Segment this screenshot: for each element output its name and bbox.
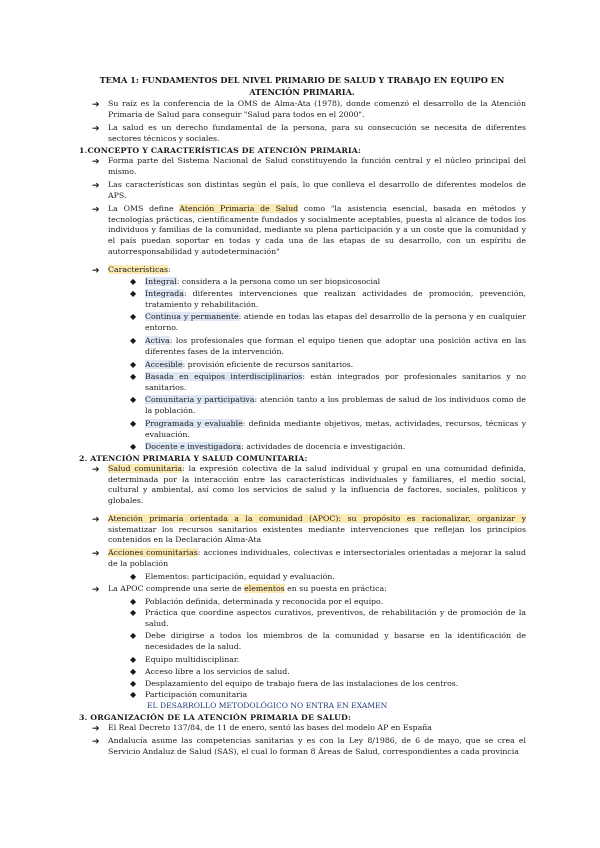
apoc-highlight: Atención primaria orientada a la comunidad (APOC): su propósito es racionalizar, organizar y: [108, 514, 526, 523]
elementos-highlight: elementos: [244, 584, 285, 593]
apoc-element: Debe dirigirse a todos los miembros de la comunidad y basarse en la identificación de necesidades de la salud.: [145, 631, 526, 651]
arrow-bullet-icon: ➔: [92, 157, 100, 167]
characteristic-text: : diferentes intervenciones que realizan actividades de promoción, prevención, tratamiento y rehabilitación.: [145, 289, 526, 309]
arrow-bullet-icon: ➔: [92, 585, 100, 595]
apoc-element: Práctica que coordine aspectos curativos, preventivos, de rehabilitación y de promoción de la salud.: [145, 608, 526, 628]
aps-definition-highlight: Atención Primaria de Salud: [179, 204, 299, 213]
s2-p4-lead: La APOC comprende una serie de: [108, 584, 245, 593]
diamond-bullet-icon: ◆: [130, 655, 137, 664]
diamond-bullet-icon: ◆: [130, 679, 137, 688]
s2-paragraph-4: [108, 584, 526, 595]
diamond-bullet-icon: ◆: [130, 312, 137, 321]
characteristic-item: [145, 312, 526, 333]
characteristic-text: : atiende en todas las etapas del desarrollo de la persona y en cualquier entorno.: [145, 312, 526, 332]
characteristic-term: Activa: [145, 336, 170, 345]
diamond-bullet-icon: ◆: [130, 631, 137, 640]
diamond-bullet-icon: ◆: [130, 372, 137, 381]
arrow-bullet-icon: ➔: [92, 124, 100, 134]
characteristic-item: [145, 336, 526, 357]
diamond-bullet-icon: ◆: [130, 419, 137, 428]
diamond-bullet-icon: ◆: [130, 690, 137, 699]
acciones-comunitarias-highlight: Acciones comunitarias: [108, 548, 198, 557]
diamond-bullet-icon: ◆: [130, 277, 137, 286]
s2-p1-rest: : la expresión colectiva de la salud individual y grupal en una comunidad definida, determinada por la interacción entre las características individuales y familiares, el medio social, cultural y ambiental, así como los servicios de salud y la influencia de factores, sociales, políticos y globales.: [108, 464, 526, 506]
arrow-bullet-icon: ➔: [92, 100, 100, 110]
diamond-bullet-icon: ◆: [130, 289, 137, 298]
characteristic-item: [145, 289, 526, 310]
characteristic-text: : definida mediante objetivos, metas, actividades, recursos, técnicas y evaluación.: [145, 419, 526, 439]
diamond-bullet-icon: ◆: [130, 667, 137, 676]
characteristic-term: Integrada: [145, 289, 184, 298]
characteristics-heading: [108, 265, 526, 276]
s3-paragraph-2: Andalucía asume las competencias sanitarias y es con la Ley 8/1986, de 6 de mayo, que se crea el Servicio Andaluz de Salud (SAS), el cual lo forman 8 Áreas de Salud, correspondientes a cada provincia: [108, 736, 526, 756]
apoc-element: Participación comunitaria: [145, 690, 248, 699]
s1-p3-lead: La OMS define: [108, 204, 180, 213]
s2-paragraph-3: [108, 548, 526, 569]
diamond-bullet-icon: ◆: [130, 442, 137, 451]
characteristic-text: : actividades de docencia e investigación.: [241, 442, 406, 451]
characteristic-term: Continua y permanente: [145, 312, 239, 321]
characteristic-text: : provisión eficiente de recursos sanitarios.: [182, 360, 354, 369]
arrow-bullet-icon: ➔: [92, 266, 100, 276]
section-1-heading: 1.CONCEPTO Y CARACTERÍSTICAS DE ATENCIÓN PRIMARIA:: [79, 146, 362, 155]
characteristic-term: Programada y evaluable: [145, 419, 243, 428]
salud-comunitaria-highlight: Salud comunitaria: [108, 464, 183, 473]
intro-paragraph-1: Su raíz es la conferencia de la OMS de Alma-Ata (1978), donde comenzó el desarrollo de la Atención Primaria de Salud para conseguir "Salud para todos en el 2000".: [108, 99, 526, 119]
document-title: TEMA 1: FUNDAMENTOS DEL NIVEL PRIMARIO DE SALUD Y TRABAJO EN EQUIPO EN ATENCIÓN PRIMARIA.: [99, 75, 505, 97]
arrow-bullet-icon: ➔: [92, 515, 100, 525]
elementos-acciones: Elementos: participación, equidad y evaluación.: [145, 572, 335, 581]
s2-p4-rest: en su puesta en práctica:: [284, 584, 387, 593]
characteristic-term: Accesible: [145, 360, 183, 369]
apoc-element: Acceso libre a los servicios de salud.: [145, 667, 290, 676]
characteristic-term: Basada en equipos interdisciplinarios: [145, 372, 303, 381]
diamond-bullet-icon: ◆: [130, 572, 137, 581]
s1-paragraph-3: [108, 204, 526, 258]
diamond-bullet-icon: ◆: [130, 395, 137, 404]
intro-paragraph-2: La salud es un derecho fundamental de la persona, para su consecución se necesita de diferentes sectores técnicos y sociales.: [108, 123, 526, 143]
section-3-heading: 3. ORGANIZACIÓN DE LA ATENCIÓN PRIMARIA DE SALUD:: [79, 713, 351, 722]
characteristic-text: : los profesionales que forman el equipo tienen que adoptar una posición activa en las diferentes fases de la intervención.: [145, 336, 526, 356]
characteristic-item: [145, 442, 526, 453]
characteristic-text: : están integrados por profesionales sanitarios y no sanitarios.: [145, 372, 526, 392]
diamond-bullet-icon: ◆: [130, 336, 137, 345]
s1-paragraph-2: Las características son distintas según el país, lo que conlleva el desarrollo de diferentes modelos de APS.: [108, 180, 526, 200]
characteristic-item: [145, 419, 526, 440]
s2-p3-rest: : acciones individuales, colectivas e intersectoriales orientadas a mejorar la salud de la población: [108, 548, 526, 568]
characteristic-item: [145, 372, 526, 393]
section-2-heading: 2. ATENCIÓN PRIMARIA Y SALUD COMUNITARIA:: [79, 454, 308, 463]
characteristic-term: Docente e investigadora: [145, 442, 242, 451]
exam-note: EL DESARROLLO METODOLÓGICO NO ENTRA EN EXAMEN: [147, 701, 388, 710]
arrow-bullet-icon: ➔: [92, 205, 100, 215]
s2-paragraph-1: [108, 464, 526, 507]
diamond-bullet-icon: ◆: [130, 608, 137, 617]
s3-paragraph-1: El Real Decreto 137/84, de 11 de enero, sentó las bases del modelo AP en España: [108, 723, 432, 732]
characteristic-text: : atención tanto a los problemas de salud de los individuos como de la población.: [145, 395, 526, 415]
s2-paragraph-2: [108, 514, 526, 546]
characteristics-colon: :: [167, 265, 171, 274]
s1-paragraph-1: Forma parte del Sistema Nacional de Salud constituyendo la función central y el núcleo principal del mismo.: [108, 156, 526, 176]
apoc-element: Población definida, determinada y reconocida por el equipo.: [145, 597, 384, 606]
arrow-bullet-icon: ➔: [92, 465, 100, 475]
s1-p3-rest: como "la asistencia esencial, basada en métodos y tecnologías prácticas, científicamente fundados y socialmente aceptables, puesta al alcance de todos los individuos y familias de la comunidad, mediante su plena participación y a un coste que la comunidad y el país puedan soportar en todas y cada una de las etapas de su desarrollo, con un espíritu de autorresponsabilidad y autodeterminación": [108, 204, 526, 256]
s2-p2-rest: sistematizar los recursos sanitarios existentes mediante intervenciones que reflejan los principios contenidos en la Declaración Alma-Ata: [108, 524, 526, 545]
apoc-element: Desplazamiento del equipo de trabajo fuera de las instalaciones de los centros.: [145, 679, 459, 688]
arrow-bullet-icon: ➔: [92, 181, 100, 191]
characteristic-term: Comunitaria y participativa: [145, 395, 255, 404]
characteristics-highlight: Características: [108, 265, 168, 274]
characteristic-term: Integral: [145, 277, 177, 286]
characteristic-item: [145, 277, 526, 288]
apoc-element: Equipo multidisciplinar.: [145, 655, 240, 664]
diamond-bullet-icon: ◆: [130, 360, 137, 369]
characteristic-item: [145, 360, 526, 371]
characteristic-item: [145, 395, 526, 416]
diamond-bullet-icon: ◆: [130, 597, 137, 606]
arrow-bullet-icon: ➔: [92, 724, 100, 734]
characteristic-text: : considera a la persona como un ser biopsicosocial: [176, 277, 381, 286]
arrow-bullet-icon: ➔: [92, 737, 100, 747]
arrow-bullet-icon: ➔: [92, 549, 100, 559]
